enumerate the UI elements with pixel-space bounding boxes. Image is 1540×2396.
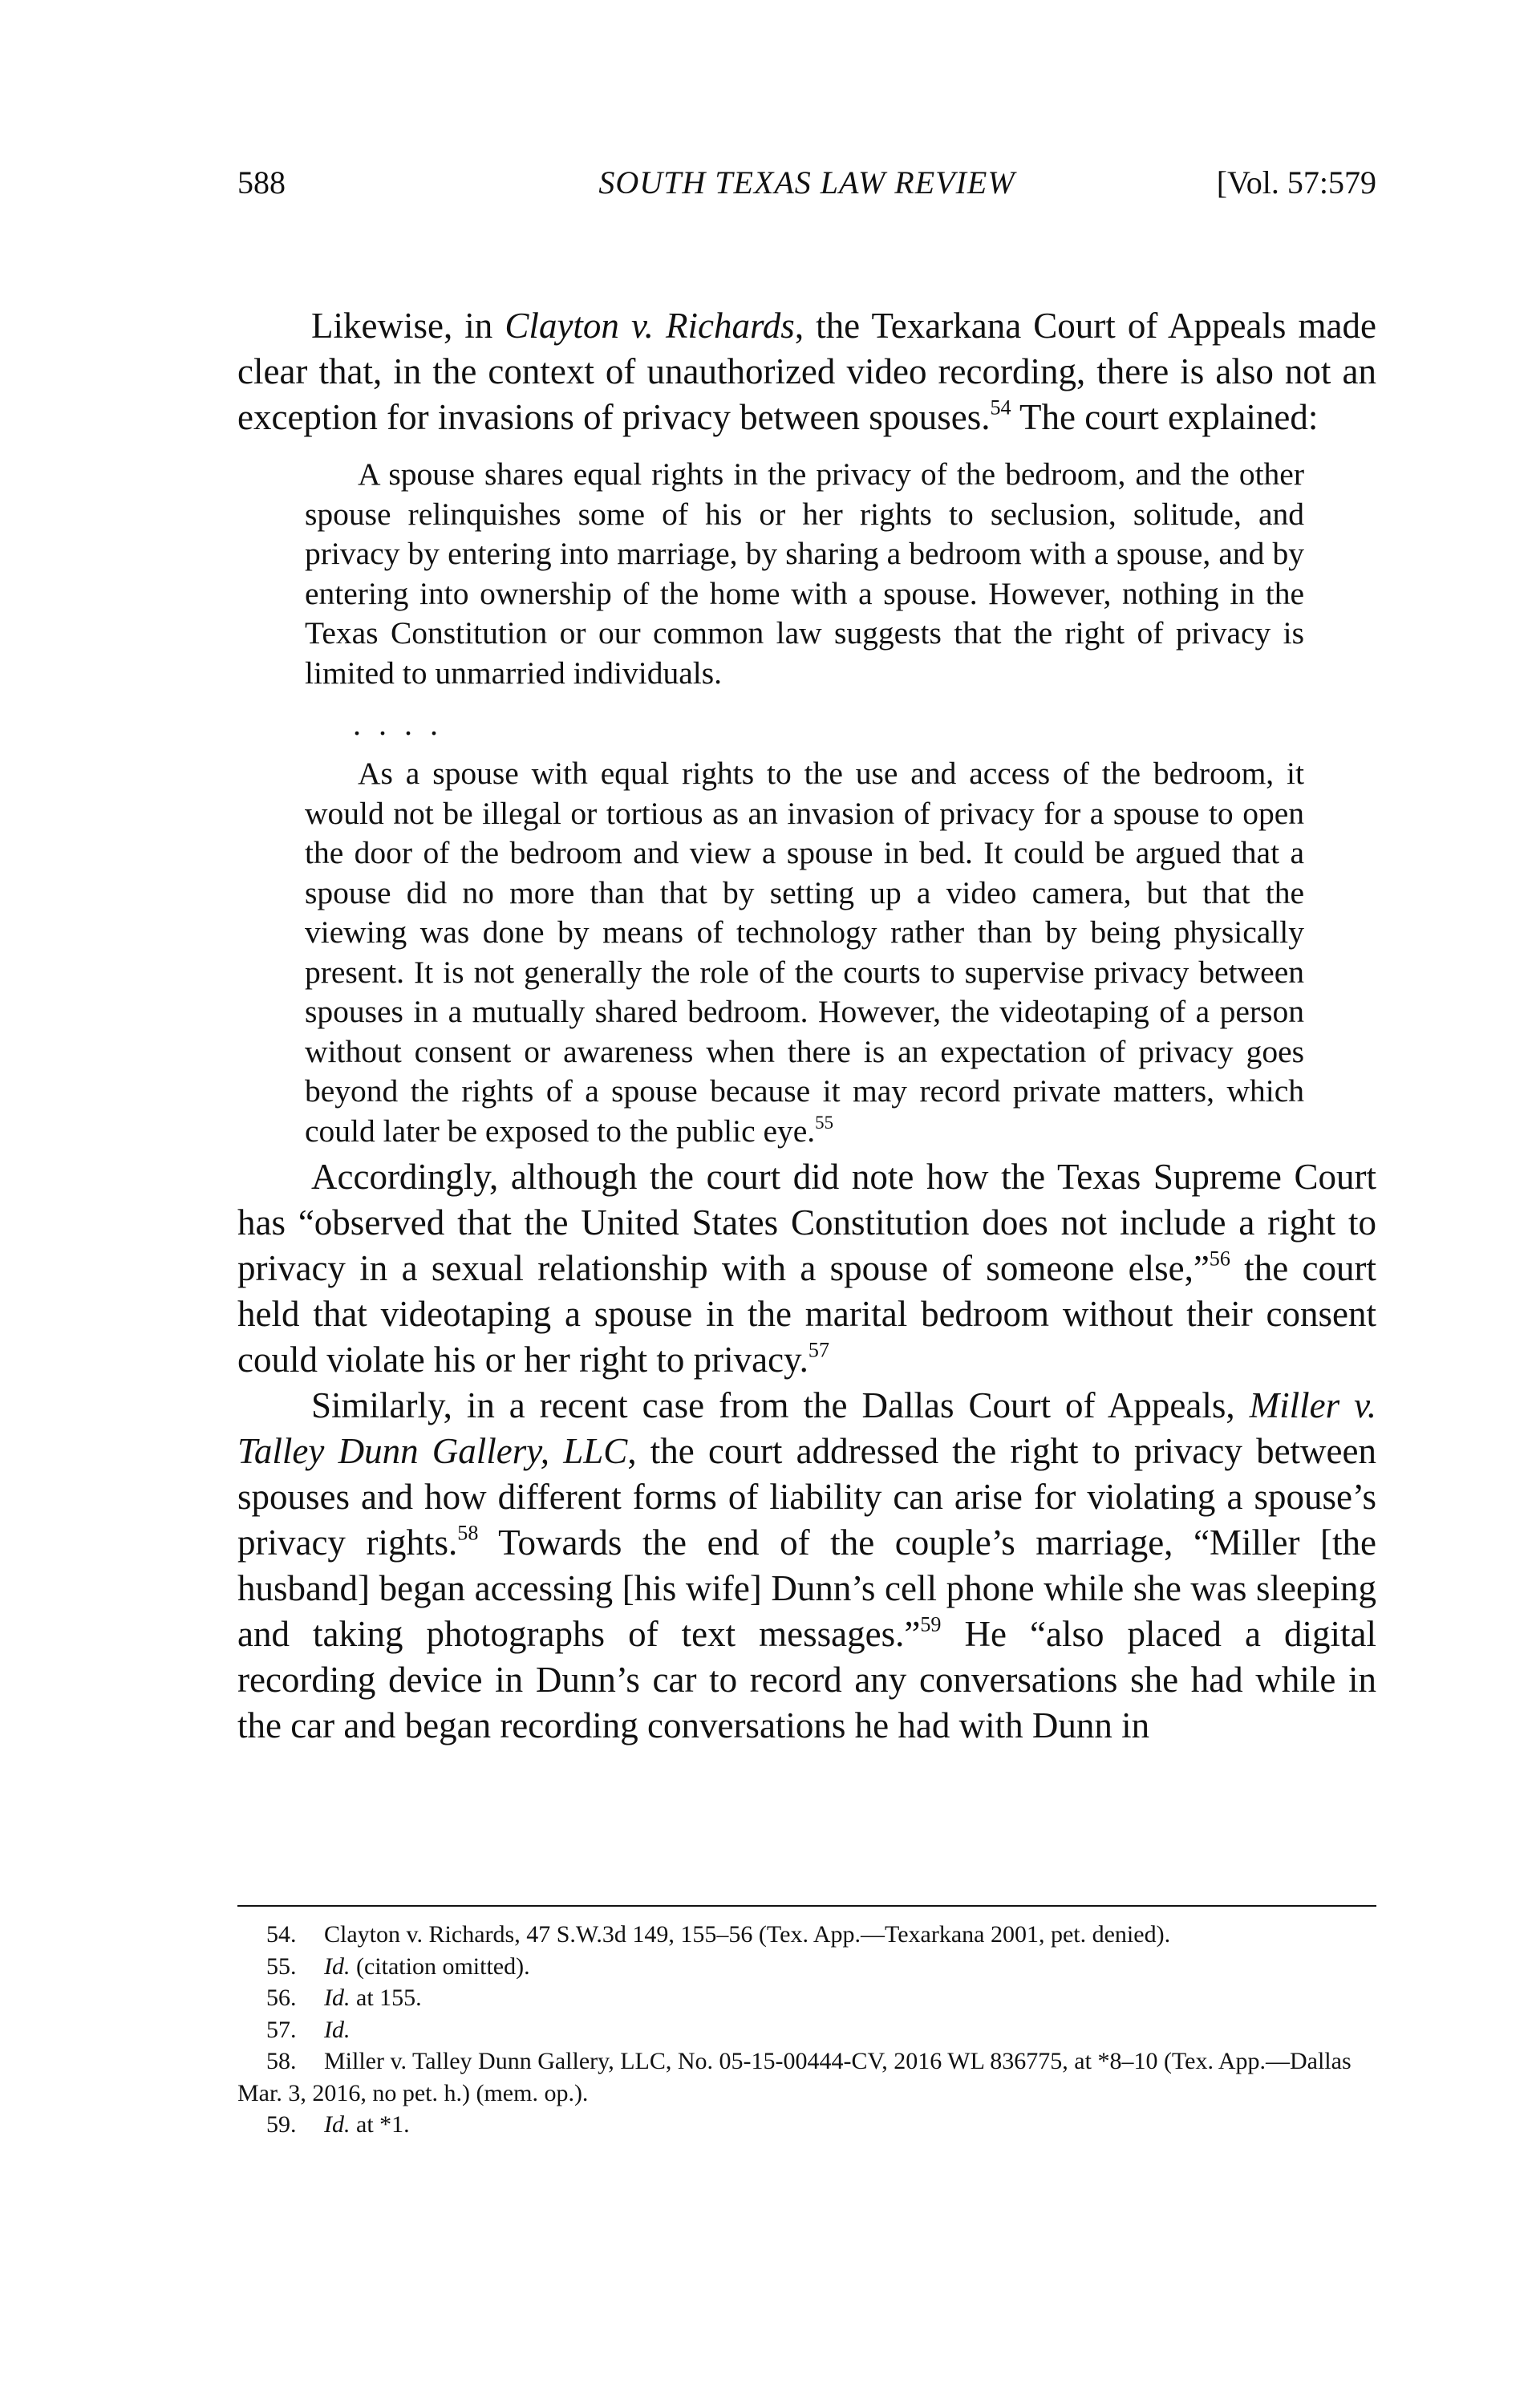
case-name: Miller v. Talley Dunn Gallery, LLC bbox=[237, 1385, 1376, 1471]
text-run: , the court addressed the right to privacy between spouses and how different forms of liability can arise for violating a spouse’s privacy rights. bbox=[237, 1431, 1376, 1563]
footnote-divider bbox=[237, 1905, 1376, 1907]
footnote-57 bbox=[237, 2014, 1376, 2046]
text-run: the court held that videotaping a spouse in the marital bedroom without their consent could violate his or her right to privacy. bbox=[237, 1248, 1376, 1380]
footnote-text: Miller v. Talley Dunn Gallery, LLC, No. 05-15-00444-CV, 2016 WL 836775, at *8–10 (Tex. App.—Dallas Mar. 3, 2016, no pet. h.) (mem. op.). bbox=[237, 2048, 1352, 2106]
footnote-54 bbox=[237, 1919, 1376, 1951]
case-name: Clayton v. Richards bbox=[505, 306, 795, 346]
footnote-ref[interactable]: 55 bbox=[815, 1112, 834, 1133]
running-header bbox=[237, 159, 1376, 207]
text-run: Towards the end of the couple’s marriage, “Miller [the husband] began accessing [his wife] Dunn’s cell phone while she was sleeping and taking photographs of text messages.” bbox=[237, 1522, 1376, 1654]
footnote-number: 59. bbox=[266, 2111, 297, 2138]
ellipsis: . . . . bbox=[353, 706, 443, 742]
text-run: , the Texarkana Court of Appeals made clear that, in the context of unauthorized video recording, there is also not an exception for invasions of privacy between spouses. bbox=[237, 306, 1376, 437]
footnote-56 bbox=[237, 1982, 1376, 2014]
footnote-55 bbox=[237, 1951, 1376, 1983]
text-run: Likewise, in bbox=[311, 306, 505, 346]
footnote-ref[interactable]: 59 bbox=[920, 1612, 942, 1636]
id-signal: Id. bbox=[324, 1985, 351, 2011]
text-run: The court explained: bbox=[1011, 397, 1319, 437]
footnote-58 bbox=[237, 2045, 1376, 2109]
footnote-number: 58. bbox=[266, 2048, 297, 2074]
block-quote-2 bbox=[305, 754, 1304, 1151]
page-number: 588 bbox=[237, 164, 286, 201]
paragraph-2 bbox=[237, 1154, 1376, 1383]
footnote-number: 54. bbox=[266, 1921, 297, 1948]
footnote-text: Clayton v. Richards, 47 S.W.3d 149, 155–56 (Tex. App.—Texarkana 2001, pet. denied). bbox=[324, 1921, 1171, 1948]
footnote-ref[interactable]: 54 bbox=[990, 395, 1011, 420]
footnote-number: 55. bbox=[266, 1952, 297, 1980]
text-run: Similarly, in a recent case from the Dallas Court of Appeals, bbox=[311, 1385, 1250, 1425]
quote-text: As a spouse with equal rights to the use and access of the bedroom, it would not be illegal or tortious as an invasion of privacy for a spouse to open the door of the bedroom and view a spouse in bed. It could be argued that a spouse did no more than that by setting up a video camera, but that the viewing was done by means of technology rather than by being physically present. It is not generally the role of the courts to supervise privacy between spouses in a mutually shared bedroom. However, the videotaping of a person without consent or awareness when there is an expectation of privacy goes beyond the rights of a spouse because it may record private matters, which could later be exposed to the public eye. bbox=[305, 756, 1304, 1149]
volume-citation: [Vol. 57:579 bbox=[1216, 164, 1376, 201]
footnote-number: 56. bbox=[266, 1985, 297, 2011]
footnote-text: at 155. bbox=[350, 1985, 422, 2011]
paragraph-3 bbox=[237, 1383, 1376, 1749]
block-quote-1 bbox=[305, 455, 1304, 693]
footnote-text: (citation omitted). bbox=[350, 1952, 530, 1980]
id-signal: Id. bbox=[324, 2016, 351, 2043]
id-signal: Id. bbox=[324, 1952, 351, 1980]
text-run: Accordingly, although the court did note how the Texas Supreme Court has “observed that the United States Constitution does not include a right to privacy in a sexual relationship with a spouse of someone else,” bbox=[237, 1157, 1376, 1288]
journal-title: SOUTH TEXAS LAW REVIEW bbox=[598, 164, 1015, 201]
footnote-ref[interactable]: 58 bbox=[457, 1521, 479, 1545]
footnote-59 bbox=[237, 2109, 1376, 2141]
paragraph-1 bbox=[237, 303, 1376, 440]
footnote-text: at *1. bbox=[350, 2111, 410, 2138]
footnote-ref[interactable]: 56 bbox=[1209, 1247, 1230, 1271]
id-signal: Id. bbox=[324, 2111, 351, 2138]
footnote-number: 57. bbox=[266, 2016, 297, 2043]
footnote-ref[interactable]: 57 bbox=[808, 1338, 829, 1362]
text-run: He “also placed a digital recording device in Dunn’s car to record any conversations she had while in the car and began recording conversations he had with Dunn in bbox=[237, 1614, 1376, 1745]
footnotes bbox=[237, 1919, 1376, 2141]
quote-text: A spouse shares equal rights in the privacy of the bedroom, and the other spouse relinquishes some of his or her rights to seclusion, solitude, and privacy by entering into marriage, by sharing a bedroom with a spouse, and by entering into ownership of the home with a spouse. However, nothing in the Texas Constitution or our common law suggests that the right of privacy is limited to unmarried individuals. bbox=[305, 456, 1304, 691]
main-text bbox=[237, 303, 1376, 1749]
